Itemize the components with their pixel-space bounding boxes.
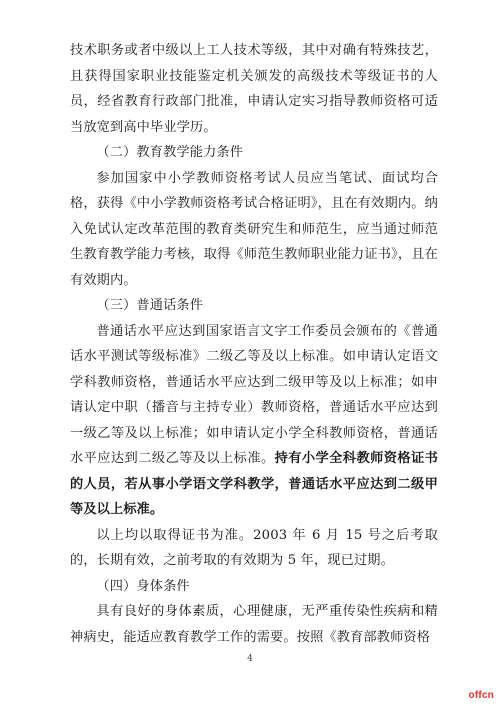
paragraph-teaching-ability (70, 166, 438, 294)
section-heading-mandarin-text: （三）普通话条件 (96, 298, 204, 313)
page-number: 4 (247, 654, 253, 664)
paragraph-1-text: 技术职务或者中级以上工人技术等级，其中对确有特殊技艺，且获得国家职业技能鉴定机关颁发的高级技术等级证书的人员，经省教育行政部门批准，申请认定实习指导教师资格可适当放宽到高中毕业学历。 (70, 43, 438, 135)
paragraph-1 (70, 38, 438, 140)
section-heading-physical (70, 574, 438, 600)
paragraph-physical (70, 599, 438, 650)
section-heading-teaching-ability-text: （二）教育教学能力条件 (96, 145, 244, 160)
section-heading-physical-text: （四）身体条件 (96, 578, 190, 594)
paragraph-mandarin-bold-text: 持有小学全科教师资格证书的人员，若从事小学语文学科教学，普通话水平应达到二级甲等及以上标准。 (70, 451, 438, 517)
paragraph-mandarin-text: 普通话水平应达到国家语言文字工作委员会颁布的《普通话水平测试等级标准》二级乙等及以上标准。如申请认定语文学科教师资格，普通话水平应达到二级甲等及以上标准；如申请认定中职（播音与主持专业）教师资格，普通话水平应达到一级乙等及以上标准；如申请认定小学全科教师资格，普通话水平应达到二级乙等及以上标准。 (70, 323, 438, 466)
paragraph-teaching-ability-text: 参加国家中小学教师资格考试人员应当笔试、面试均合格，获得《中小学教师资格考试合格证明》，且在有效期内。纳入免试认定改革范围的教育类研究生和师范生，应当通过师范生教育教学能力考核，取得《师范生教师职业能力证书》，且在有效期内。 (70, 170, 438, 288)
watermark-logo: offcn (468, 690, 494, 701)
paragraph-validity (70, 523, 438, 574)
body-text (70, 38, 438, 650)
section-heading-teaching-ability (70, 140, 438, 166)
paragraph-physical-text: 具有良好的身体素质，心理健康，无严重传染性疾病和精神病史，能适应教育教学工作的需要。按照《教育部教师资格 (70, 604, 438, 645)
section-heading-mandarin (70, 293, 438, 319)
paragraph-validity-text: 以上均以取得证书为准。2003 年 6 月 15 号之后考取的，长期有效，之前考取的有效期为 5 年，现已过期。 (70, 527, 438, 568)
paragraph-mandarin (70, 319, 438, 523)
